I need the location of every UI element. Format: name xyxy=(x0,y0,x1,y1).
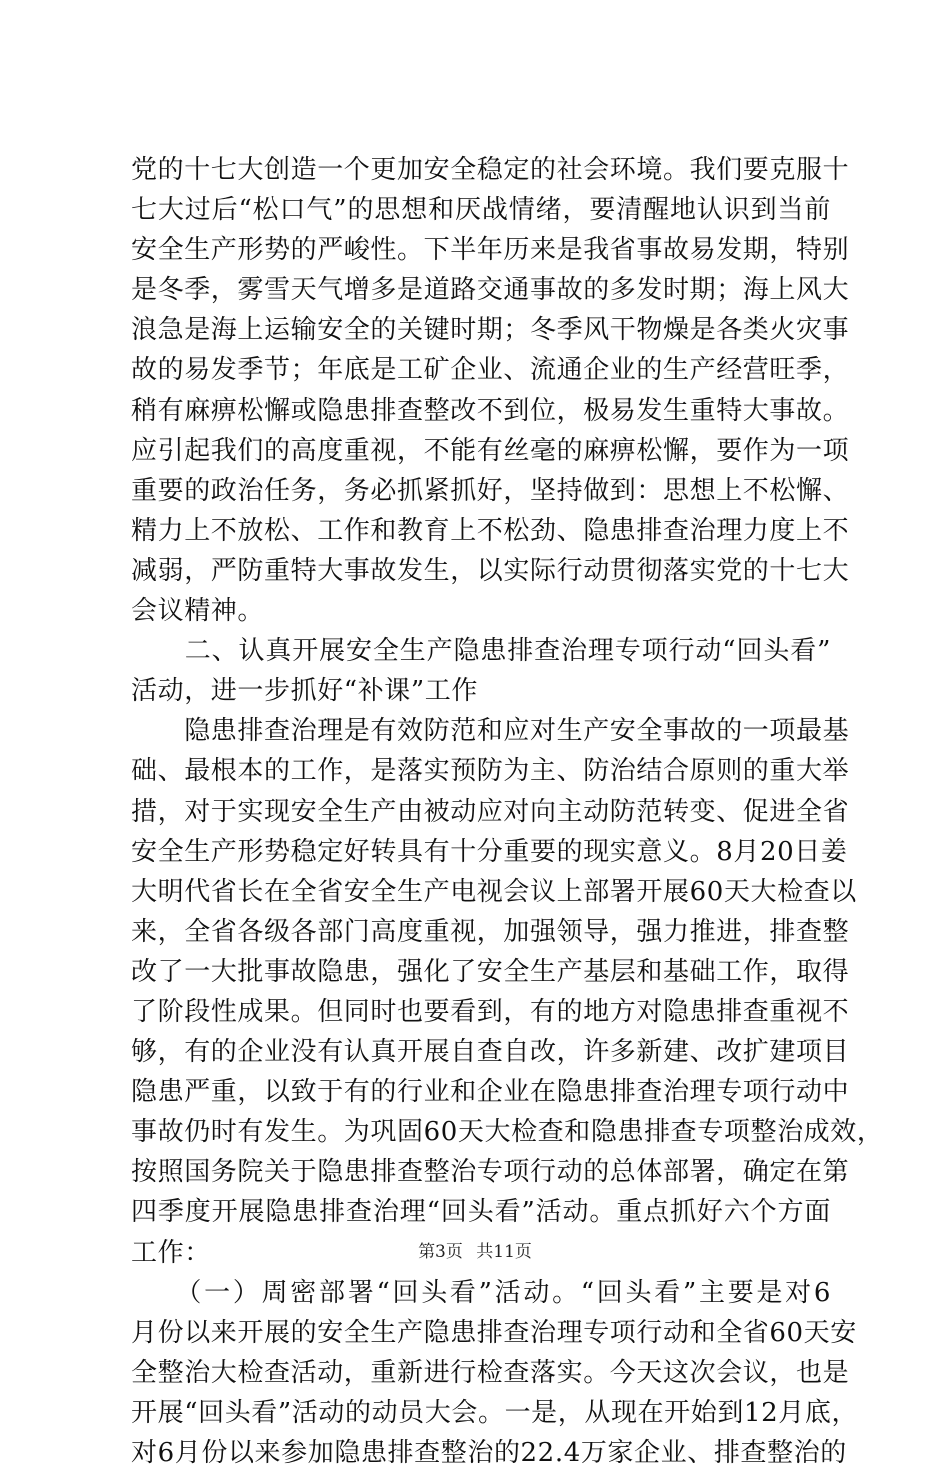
text-line: 会议精神。 xyxy=(131,596,265,627)
text-line: 来，全省各级各部门高度重视，加强领导，强力推进，排查整 xyxy=(131,916,850,947)
text-line: 应引起我们的高度重视，不能有丝毫的麻痹松懈，要作为一项 xyxy=(131,435,850,466)
text-line: 故的易发季节；年底是工矿企业、流通企业的生产经营旺季， xyxy=(131,355,850,386)
text-line: 了阶段性成果。但同时也要看到，有的地方对隐患排查重视不 xyxy=(131,996,850,1027)
page-number: 第3页 xyxy=(418,1242,463,1262)
text-line: 按照国务院关于隐患排查整治专项行动的总体部署，确定在第 xyxy=(131,1157,850,1188)
text-line: 二、认真开展安全生产隐患排查治理专项行动“回头看” xyxy=(131,636,831,667)
page-total: 共11页 xyxy=(476,1242,532,1262)
text-line: 安全生产形势的严峻性。下半年历来是我省事故易发期，特别 xyxy=(131,235,850,266)
text-line: 精力上不放松、工作和教育上不松劲、隐患排查治理力度上不 xyxy=(131,515,850,546)
text-line: 全整治大检查活动，重新进行检查落实。今天这次会议，也是 xyxy=(131,1357,850,1388)
document-body xyxy=(131,150,884,1473)
text-line: 改了一大批事故隐患，强化了安全生产基层和基础工作，取得 xyxy=(131,956,850,987)
text-line: 减弱，严防重特大事故发生，以实际行动贯彻落实党的十七大 xyxy=(131,555,850,586)
text-line: 活动，进一步抓好“补课”工作 xyxy=(131,676,478,707)
text-line: 事故仍时有发生。为巩固60天大检查和隐患排查专项整治成效， xyxy=(131,1117,884,1148)
text-line: 够，有的企业没有认真开展自查自改，许多新建、改扩建项目 xyxy=(131,1037,850,1068)
text-line: 隐患排查治理是有效防范和应对生产安全事故的一项最基 xyxy=(131,716,850,747)
text-line: 安全生产形势稳定好转具有十分重要的现实意义。8月20日姜 xyxy=(131,836,848,867)
text-line: （一）周密部署“回头看”活动。“回头看”主要是对6 xyxy=(131,1277,831,1308)
text-line: 浪急是海上运输安全的关键时期；冬季风干物燥是各类火灾事 xyxy=(131,315,850,346)
text-line: 础、最根本的工作，是落实预防为主、防治结合原则的重大举 xyxy=(131,756,850,787)
text-line: 是冬季，雾雪天气增多是道路交通事故的多发时期；海上风大 xyxy=(131,275,850,306)
text-line: 大明代省长在全省安全生产电视会议上部署开展60天大检查以 xyxy=(131,876,857,907)
text-line: 月份以来开展的安全生产隐患排查治理专项行动和全省60天安 xyxy=(131,1317,857,1348)
text-line: 对6月份以来参加隐患排查整治的22.4万家企业、排查整治的 xyxy=(131,1438,847,1468)
text-line: 开展“回头看”活动的动员大会。一是，从现在开始到12月底， xyxy=(131,1397,859,1428)
text-line: 七大过后“松口气”的思想和厌战情绪，要清醒地认识到当前 xyxy=(131,195,831,226)
page-footer xyxy=(0,1240,950,1264)
text-line: 党的十七大创造一个更加安全稳定的社会环境。我们要克服十 xyxy=(131,155,850,185)
text-line: 隐患严重，以致于有的行业和企业在隐患排查治理专项行动中 xyxy=(131,1077,850,1108)
text-line: 措，对于实现安全生产由被动应对向主动防范转变、促进全省 xyxy=(131,796,850,827)
text-line: 四季度开展隐患排查治理“回头看”活动。重点抓好六个方面 xyxy=(131,1197,831,1228)
text-line: 稍有麻痹松懈或隐患排查整改不到位，极易发生重特大事故。 xyxy=(131,395,850,426)
text-line: 工作： xyxy=(131,1237,211,1268)
text-line: 重要的政治任务，务必抓紧抓好，坚持做到：思想上不松懈、 xyxy=(131,475,850,506)
